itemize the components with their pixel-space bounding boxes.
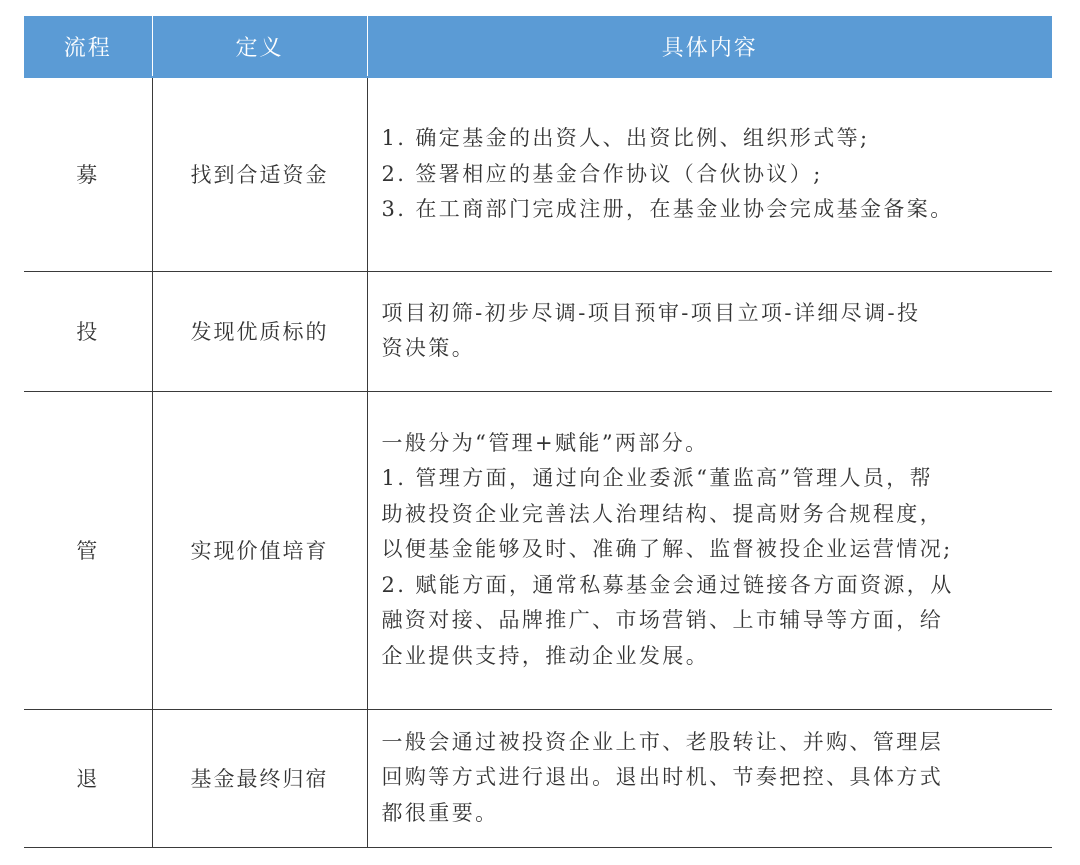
content-line: 一般分为“管理+赋能”两部分。	[381, 430, 709, 455]
content-line: 融资对接、品牌推广、市场营销、上市辅导等方面，给	[381, 608, 944, 633]
content-cell	[367, 709, 1052, 847]
header-definition: 定义	[152, 16, 367, 77]
content-line: 1. 确定基金的出资人、出资比例、组织形式等;	[381, 126, 870, 150]
content-line: 资决策。	[381, 336, 476, 360]
content-cell	[367, 271, 1052, 391]
table-row	[24, 271, 1052, 391]
content-line: 1. 管理方面，通过向企业委派“董监高”管理人员，帮	[381, 466, 934, 491]
table-row	[24, 391, 1052, 709]
table-row	[24, 709, 1052, 847]
content-cell	[367, 77, 1052, 271]
stage-cell: 管	[24, 391, 152, 709]
content-line: 以便基金能够及时、准确了解、监督被投企业运营情况;	[381, 537, 953, 562]
content-line: 2. 签署相应的基金合作协议（合伙协议）;	[381, 161, 823, 186]
table-body	[24, 77, 1052, 847]
definition-cell: 找到合适资金	[152, 77, 367, 271]
header-stage: 流程	[24, 16, 152, 77]
content-line: 2. 赋能方面，通常私募基金会通过链接各方面资源，从	[381, 572, 954, 597]
header-content: 具体内容	[367, 16, 1052, 77]
private-fund-process-table	[24, 16, 1052, 848]
stage-cell: 退	[24, 709, 152, 847]
definition-cell: 发现优质标的	[152, 271, 367, 391]
definition-cell: 基金最终归宿	[152, 709, 367, 847]
definition-cell: 实现价值培育	[152, 391, 367, 709]
table-row	[24, 77, 1052, 271]
stage-cell: 投	[24, 271, 152, 391]
content-line: 都很重要。	[381, 800, 499, 825]
content-line: 3. 在工商部门完成注册，在基金业协会完成基金备案。	[381, 197, 954, 221]
table-header	[24, 16, 1052, 77]
header-row	[24, 16, 1052, 77]
content-cell	[367, 391, 1052, 709]
content-line: 回购等方式进行退出。退出时机、节奏把控、具体方式	[381, 765, 944, 790]
content-line: 企业提供支持，推动企业发展。	[381, 643, 710, 668]
content-line: 一般会通过被投资企业上市、老股转让、并购、管理层	[381, 729, 944, 754]
content-line: 项目初筛-初步尽调-项目预审-项目立项-详细尽调-投	[381, 300, 921, 325]
content-line: 助被投资企业完善法人治理结构、提高财务合规程度，	[381, 501, 944, 526]
stage-cell: 募	[24, 77, 152, 271]
